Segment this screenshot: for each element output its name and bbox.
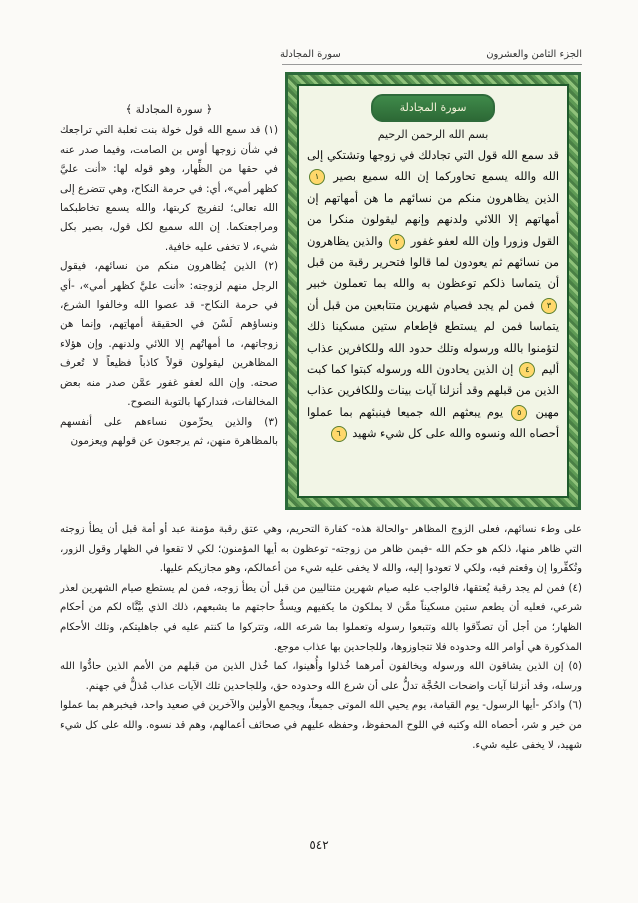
ayah-number-marker: ٣ [541, 298, 557, 314]
mushaf-text-area [297, 84, 569, 498]
verse-text: يوم يبعثهم الله جميعا فينبئهم بما عملوا أحصاه الله ونسوه والله على كل شيء شهيد [307, 404, 559, 441]
ayah-number-marker: ١ [309, 169, 325, 185]
tafsir-full-width [60, 520, 582, 755]
tafsir-paragraph: (٤) فمن لم يجد رقبة يُعتقها، فالواجب عليه صيام شهرين متتاليين من قبل أن يطأ زوجه، فمن لم يستطع صيام الشهرين لعذر شرعي، فعليه أن يطعم ستين مسكيناً ممَّن لا يملكون ما يكفيهم ويسدُّ حاجتهم ما يشبعهم، ذلك الذي بيَّنَّاه لكم من أحكام الظهار؛ من أجل أن تصدِّقوا بالله وتتبعوا رسوله وتعملوا بما شرعه الله، وتتركوا ما كنتم عليه في جاهليتكم، وتلك الأحكام المذكورة هي أوامر الله وحدوده فلا تتجاوزوها، وللجاحدين بها عذاب موجع. [60, 582, 582, 653]
surah-header-label: سورة المجادلة [280, 48, 341, 60]
tafsir-sidebar [60, 100, 278, 451]
tafsir-paragraph: (٥) إن الذين يشاقون الله ورسوله ويخالفون أمرهما خُذلوا وأُهينوا، كما خُذل الذين من قبلهم من الأمم الذين حادُّوا الله ورسله، وقد أنزلنا آيات واضحات الحُجَّة تدلُّ على أن شرع الله وحدوده حق، وللجاحدين تلك الآيات عذاب مُذلٌّ في جهنم. [60, 661, 582, 692]
verses-block [307, 145, 559, 445]
tafsir-paragraph: (٦) واذكر -أيها الرسول- يوم القيامة، يوم يحيي الله الموتى جميعاً، ويجمع الأولين والآخرين في صعيد واحد، فيخبرهم بما عملوا من خير و شر، أحصاه الله وكتبه في اللوح المحفوظ، وحفظه عليهم في صحائف أعمالهم، وهم قد نسوه. والله على كل شيء شهيد، لا يخفى عليه شيء. [60, 700, 582, 751]
mushaf-frame [285, 72, 581, 510]
ayah-number-marker: ٥ [511, 405, 527, 421]
verse-text: الذين يظاهرون منكم من نسائهم ما هن أمهاتهم إن أمهاتهم إلا اللائي ولدنهم وإنهم ليقولون منكرا من القول وزورا وإن الله لعفو غفور [307, 190, 560, 248]
tafsir-title: ﴿ سورة المجادلة ﴾ [125, 103, 213, 116]
juz-label: الجزء الثامن والعشرون [486, 48, 582, 60]
verse-text: والذين يظاهرون من نسائهم ثم يعودون لما قالوا فتحرير رقبة من قبل أن يتماسا ذلكم توعظون به والله بما تعملون خبير [307, 233, 559, 291]
tafsir-paragraph: (٢) الذين يُظاهرون منكم من نسائهم، فيقول الرجل منهم لزوجته: «أنت عليَّ كظهر أمي»، -أي في حرمة النكاح- قد عصوا الله وخالفوا الشرع، ونساؤهم لَسْنَ في الحقيقة أمهاتِهم، وإنما هن زوجاتهم، ما أمهاتُهم إلا اللائي ولدنهم. وإن هؤلاء المظاهرين ليقولون قولاً كاذباً فظيعاً لا تُعرف صحته. وإن الله لعفو غفور عمَّن صدر منه بعض المخالفات، فتداركها بالتوبة النصوح. [60, 260, 278, 409]
tafsir-paragraph: على وطء نسائهم، فعلى الزوج المظاهر -والحالة هذه- كفارة التحريم، وهي عتق رقبة مؤمنة عبد أو أمة قبل أن يطأ زوجته التي ظاهر منها، ذلكم هو حكم الله -فيمن ظاهر من زوجته- توعظون به أيها المؤمنون؛ لكي لا تقعوا في الظهار وقول الزور، وتُكفِّروا إن وقعتم فيه، ولكي لا تعودوا إليه، والله لا يخفى عليه شيء من أعمالكم، وهو مجازيكم عليها. [60, 524, 582, 575]
ayah-number-marker: ٢ [389, 234, 405, 250]
tafsir-paragraph: (١) قد سمع الله قول خولة بنت ثعلبة التي تراجعك في شأن زوجها أوس بن الصامت، وفيما صدر عنه في حقها من الظِّهار، وهو قوله لها: «أنت عليَّ كظهر أمي»، أي: في حرمة النكاح، وهي تتضرع إلى الله تعالى؛ لتفريج كربتها، والله يسمع تخاطبكما ومراجعتكما. إن الله سميع لكل قول، بصير بكل شيء، لا تخفى عليه خافية. [60, 124, 278, 253]
verse-text: فمن لم يجد فصيام شهرين متتابعين من قبل أن يتماسا فمن لم يستطع فإطعام ستين مسكينا ذلك لتؤمنوا بالله ورسوله وتلك حدود الله وللكافرين عذاب أليم [307, 297, 560, 377]
verse-text: قد سمع الله قول التي تجادلك في زوجها وتشتكي إلى الله والله يسمع تحاوركما إن الله سميع بصير [307, 148, 559, 184]
ayah-number-marker: ٤ [519, 362, 535, 378]
basmala: بسم الله الرحمن الرحيم [377, 128, 489, 141]
ayah-number-marker: ٦ [331, 426, 347, 442]
page-number: ٥٤٢ [309, 838, 329, 852]
header-divider [282, 64, 582, 65]
surah-banner: سورة المجادلة [371, 94, 495, 122]
page-header [280, 46, 582, 62]
tafsir-paragraph: (٣) والذين يحرِّمون نساءهم على أنفسهم بالمظاهرة منهن، ثم يرجعون عن قولهم ويعزمون [60, 415, 278, 447]
verse-text: إن الذين يحادون الله ورسوله كبتوا كما كبت الذين من قبلهم وقد أنزلنا آيات بينات وللكافرين عذاب مهين [307, 362, 560, 419]
